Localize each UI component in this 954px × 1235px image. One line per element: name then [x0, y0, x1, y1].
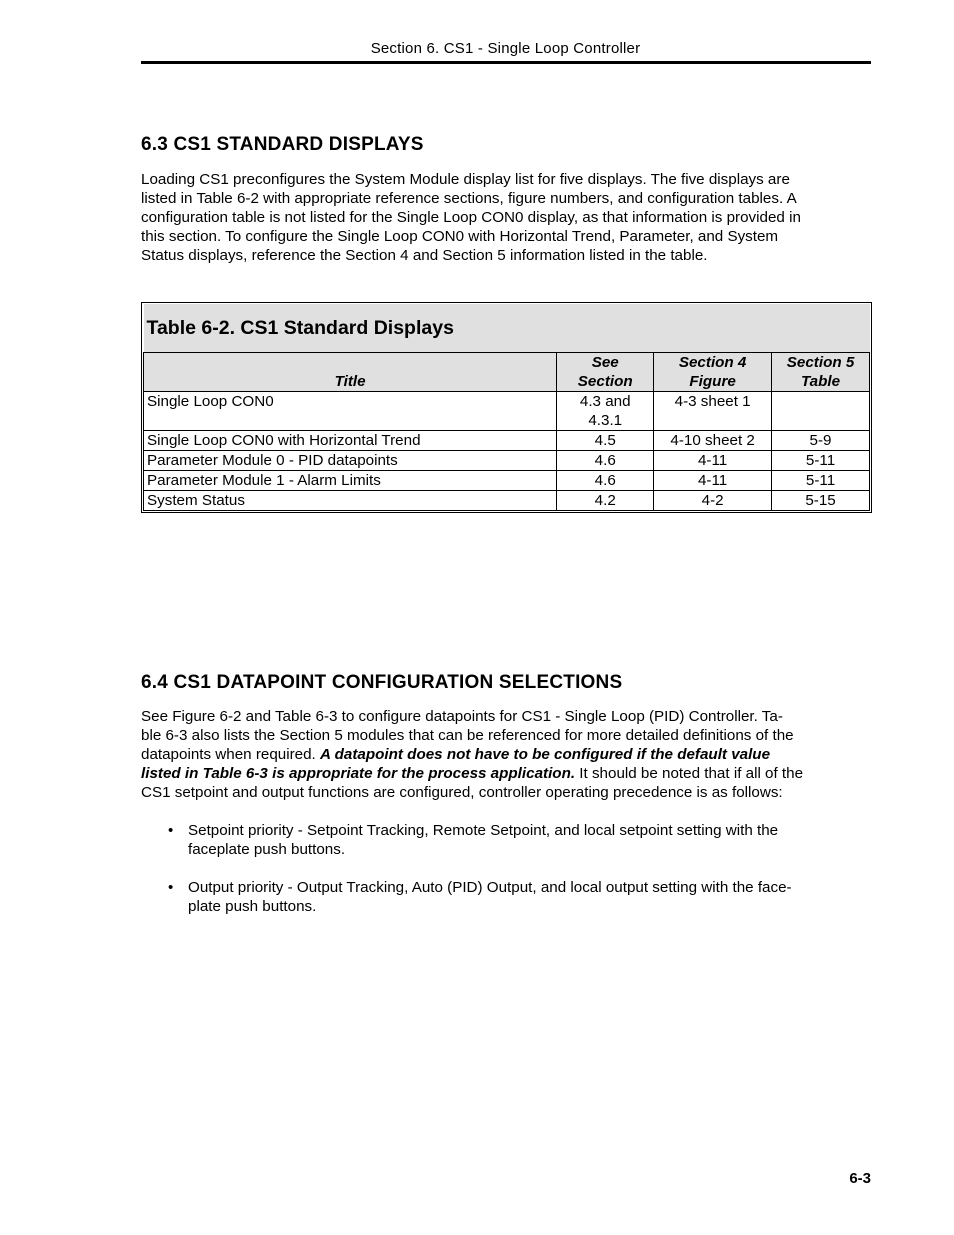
cell-section: 4.2 [557, 491, 654, 511]
cell-title: Single Loop CON0 [144, 392, 557, 431]
column-header-title [144, 353, 557, 392]
list-item-line: Output priority - Output Tracking, Auto (PID) Output, and local output setting with the face- [188, 879, 792, 896]
list-item-line: faceplate push buttons. [188, 841, 346, 858]
header-line: Table [800, 373, 841, 390]
column-header-section5-table [772, 353, 870, 392]
table-row [144, 471, 870, 491]
cell-title: Parameter Module 1 - Alarm Limits [144, 471, 557, 491]
section-6-3-paragraph [141, 170, 871, 265]
cell-section: 4.6 [557, 471, 654, 491]
cell-section: 4.6 [557, 451, 654, 471]
emphasis-text: listed in Table 6-3 is appropriate for the process application. [141, 765, 576, 782]
cell-figure: 4-11 [654, 471, 772, 491]
cell-figure: 4-10 sheet 2 [654, 431, 772, 451]
cell-section-line: 4.3 and [579, 393, 631, 410]
header-line: Figure [689, 373, 736, 390]
bullet-icon: • [168, 822, 174, 839]
cell-figure: 4-11 [654, 451, 772, 471]
cell-table: 5-11 [772, 471, 870, 491]
emphasis-text: A datapoint does not have to be configured if the default value [320, 746, 771, 763]
header-line: Section [577, 373, 633, 390]
header-line: Section 4 [678, 354, 747, 371]
bullet-icon: • [168, 879, 174, 896]
paragraph-line: Loading CS1 preconfigures the System Module display list for five displays. The five displays are [141, 171, 790, 188]
paragraph-line: ble 6-3 also lists the Section 5 modules that can be referenced for more detailed definitions of the [141, 727, 794, 744]
column-header-section4-figure [654, 353, 772, 392]
list-item [165, 821, 865, 859]
standard-displays-table [141, 302, 872, 513]
table-row [144, 431, 870, 451]
cell-table: 5-15 [772, 491, 870, 511]
cell-section-line: 4.3.1 [588, 412, 623, 429]
section-6-4-paragraph [141, 707, 871, 802]
cell-figure: 4-2 [654, 491, 772, 511]
bullet-list-setpoint [165, 821, 865, 859]
bullet-list-output [165, 878, 865, 916]
paragraph-line [141, 764, 871, 783]
cell-table: 5-11 [772, 451, 870, 471]
header-rule [141, 61, 871, 64]
list-item [165, 878, 865, 916]
paragraph-line [141, 745, 871, 764]
header-line: Section 5 [786, 354, 855, 371]
header-line: See [591, 354, 619, 371]
cell-table [772, 392, 870, 431]
column-header-see-section [557, 353, 654, 392]
table-row [144, 491, 870, 511]
paragraph-line: See Figure 6-2 and Table 6-3 to configure datapoints for CS1 - Single Loop (PID) Controller. Ta- [141, 708, 783, 725]
cell-section: 4.5 [557, 431, 654, 451]
paragraph-line: Status displays, reference the Section 4 and Section 5 information listed in the table. [141, 247, 708, 264]
table-row [144, 392, 870, 431]
table-row [144, 451, 870, 471]
column-header-title-text: Title [334, 373, 366, 390]
paragraph-line: listed in Table 6-2 with appropriate reference sections, figure numbers, and configuration tables. A [141, 190, 797, 207]
section-heading-6-4: 6.4 CS1 DATAPOINT CONFIGURATION SELECTIONS [141, 672, 623, 693]
list-item-line: Setpoint priority - Setpoint Tracking, Remote Setpoint, and local setpoint setting with the [188, 822, 779, 839]
running-head: Section 6. CS1 - Single Loop Controller [370, 40, 641, 57]
paragraph-line: this section. To configure the Single Loop CON0 with Horizontal Trend, Parameter, and System [141, 228, 779, 245]
paragraph-line: CS1 setpoint and output functions are configured, controller operating precedence is as follows: [141, 784, 783, 801]
paragraph-line: configuration table is not listed for the Single Loop CON0 display, as that information is provided in [141, 209, 801, 226]
paragraph-text: It should be noted that if all of the [575, 765, 804, 782]
cell-figure: 4-3 sheet 1 [654, 392, 772, 431]
section-heading-6-3: 6.3 CS1 STANDARD DISPLAYS [141, 134, 424, 155]
cell-table: 5-9 [772, 431, 870, 451]
table-caption: Table 6-2. CS1 Standard Displays [144, 304, 870, 353]
page-number: 6-3 [849, 1170, 871, 1187]
cell-title: Single Loop CON0 with Horizontal Trend [144, 431, 557, 451]
table-6-2 [143, 304, 870, 511]
cell-title: System Status [144, 491, 557, 511]
cell-section [557, 392, 654, 431]
paragraph-text: datapoints when required. [141, 746, 320, 763]
list-item-line: plate push buttons. [188, 898, 317, 915]
cell-title: Parameter Module 0 - PID datapoints [144, 451, 557, 471]
